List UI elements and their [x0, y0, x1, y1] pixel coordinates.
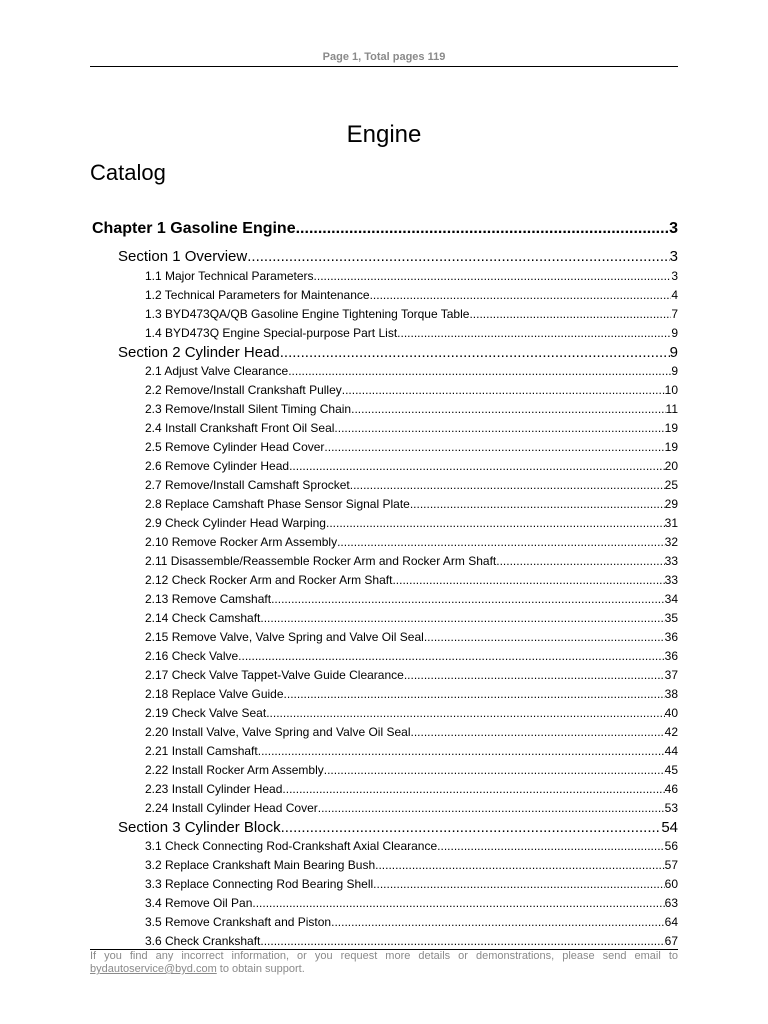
toc-leader-dots [252, 895, 664, 911]
toc-entry-item[interactable] [145, 306, 678, 322]
toc-entry-item[interactable] [145, 325, 678, 341]
toc-entry-page: 35 [664, 611, 678, 625]
toc-entry-page: 46 [664, 782, 678, 796]
toc-entry-page: 3 [669, 220, 678, 237]
toc-entry-label: 2.1 Adjust Valve Clearance [145, 364, 289, 378]
toc-entry-page: 3 [671, 269, 678, 283]
toc-entry-page: 10 [664, 383, 678, 397]
toc-entry-item[interactable] [145, 496, 678, 512]
toc-entry-page: 42 [664, 725, 678, 739]
toc-leader-dots [247, 248, 669, 266]
toc-entry-page: 40 [664, 706, 678, 720]
toc-entry-label: 2.17 Check Valve Tappet-Valve Guide Clearance [145, 668, 404, 682]
toc-entry-label: 3.3 Replace Connecting Rod Bearing Shell [145, 877, 374, 891]
toc-entry-label: 3.5 Remove Crankshaft and Piston [145, 915, 332, 929]
toc-entry-page: 32 [664, 535, 678, 549]
toc-leader-dots [266, 705, 664, 721]
toc-entry-label: 1.2 Technical Parameters for Maintenance [145, 288, 370, 302]
toc-entry-label: 2.7 Remove/Install Camshaft Sprocket [145, 478, 350, 492]
support-email-link[interactable]: bydautoservice@byd.com [90, 963, 217, 975]
toc-entry-label: 2.9 Check Cylinder Head Warping [145, 516, 326, 530]
toc-entry-item[interactable] [145, 458, 678, 474]
toc-leader-dots [351, 401, 665, 417]
footer-text-end: to obtain support. [216, 963, 305, 975]
toc-entry-page: 31 [664, 516, 678, 530]
toc-entry-label: 2.21 Install Camshaft [145, 744, 258, 758]
toc-entry-item[interactable] [145, 553, 678, 569]
toc-entry-page: 56 [664, 839, 678, 853]
toc-entry-label: 2.19 Check Valve Seat [145, 706, 267, 720]
footer-note [90, 950, 678, 976]
toc-entry-page: 36 [664, 630, 678, 644]
toc-entry-label: Chapter 1 Gasoline Engine [92, 220, 296, 237]
toc-entry-item[interactable] [145, 572, 678, 588]
toc-leader-dots [342, 382, 665, 398]
toc-entry-label: 2.12 Check Rocker Arm and Rocker Arm Shaft [145, 573, 393, 587]
toc-entry-page: 9 [669, 344, 678, 361]
toc-leader-dots [331, 914, 665, 930]
toc-entry-item[interactable] [145, 363, 678, 379]
toc-entry-item[interactable] [145, 895, 678, 911]
toc-entry-page: 34 [664, 592, 678, 606]
toc-entry-page: 33 [664, 573, 678, 587]
toc-leader-dots [397, 325, 671, 341]
toc-entry-section[interactable] [118, 344, 678, 362]
toc-leader-dots [334, 420, 664, 436]
toc-leader-dots [469, 306, 671, 322]
toc-leader-dots [324, 762, 665, 778]
toc-entry-label: 2.2 Remove/Install Crankshaft Pulley [145, 383, 342, 397]
toc-entry-item[interactable] [145, 287, 678, 303]
toc-leader-dots [260, 933, 664, 949]
toc-entry-label: 2.14 Check Camshaft [145, 611, 261, 625]
toc-entry-item[interactable] [145, 268, 678, 284]
toc-entry-page: 38 [664, 687, 678, 701]
toc-entry-page: 33 [664, 554, 678, 568]
toc-entry-page: 7 [671, 307, 678, 321]
toc-leader-dots [260, 610, 664, 626]
toc-entry-item[interactable] [145, 686, 678, 702]
toc-entry-label: 1.4 BYD473Q Engine Special-purpose Part List [145, 326, 398, 340]
toc-leader-dots [337, 534, 665, 550]
toc-entry-label: 2.13 Remove Camshaft [145, 592, 272, 606]
toc-leader-dots [324, 439, 664, 455]
toc-entry-page: 19 [664, 421, 678, 435]
toc-entry-label: 2.3 Remove/Install Silent Timing Chain [145, 402, 352, 416]
toc-entry-page: 11 [665, 402, 678, 416]
toc-leader-dots [284, 686, 665, 702]
toc-entry-page: 60 [664, 877, 678, 891]
toc-leader-dots [410, 496, 665, 512]
toc-entry-label: 2.5 Remove Cylinder Head Cover [145, 440, 325, 454]
toc-entry-label: 2.23 Install Cylinder Head [145, 782, 283, 796]
document-title: Engine [346, 121, 422, 148]
toc-entry-item[interactable] [145, 401, 678, 417]
toc-entry-page: 57 [664, 858, 678, 872]
toc-entry-item[interactable] [145, 743, 678, 759]
toc-leader-dots [404, 667, 665, 683]
toc-entry-label: Section 2 Cylinder Head [118, 344, 280, 361]
toc-entry-label: 3.6 Check Crankshaft [145, 934, 261, 948]
toc-entry-item[interactable] [145, 914, 678, 930]
toc-entry-item[interactable] [145, 762, 678, 778]
toc-leader-dots [296, 219, 669, 239]
toc-entry-label: 2.20 Install Valve, Valve Spring and Valve Oil Seal [145, 725, 411, 739]
toc-entry-section[interactable] [118, 819, 678, 837]
toc-leader-dots [271, 591, 665, 607]
toc-entry-item[interactable] [145, 838, 678, 854]
toc-entry-page: 9 [671, 364, 678, 378]
toc-entry-page: 67 [664, 934, 678, 948]
toc-entry-page: 4 [671, 288, 678, 302]
toc-entry-label: 2.22 Install Rocker Arm Assembly [145, 763, 324, 777]
toc-entry-item[interactable] [145, 610, 678, 626]
toc-entry-item[interactable] [145, 933, 678, 949]
toc-entry-item[interactable] [145, 876, 678, 892]
toc-entry-label: 2.18 Replace Valve Guide [145, 687, 284, 701]
toc-entry-page: 37 [664, 668, 678, 682]
toc-entry-label: 1.3 BYD473QA/QB Gasoline Engine Tightening Torque Table [145, 307, 470, 321]
toc-entry-page: 53 [664, 801, 678, 815]
toc-entry-label: Section 3 Cylinder Block [118, 819, 281, 836]
toc-entry-section[interactable] [118, 248, 678, 266]
toc-leader-dots [496, 553, 664, 569]
toc-leader-dots [350, 477, 665, 493]
toc-entry-item[interactable] [145, 781, 678, 797]
toc-entry-item[interactable] [145, 857, 678, 873]
toc-leader-dots [375, 857, 665, 873]
toc-entry-page: 20 [664, 459, 678, 473]
toc-entry-label: 2.10 Remove Rocker Arm Assembly [145, 535, 338, 549]
toc-entry-item[interactable] [145, 477, 678, 493]
toc-leader-dots [318, 800, 665, 816]
toc-entry-item[interactable] [145, 667, 678, 683]
toc-entry-item[interactable] [145, 382, 678, 398]
toc-entry-label: 3.4 Remove Oil Pan [145, 896, 253, 910]
toc-entry-item[interactable] [145, 420, 678, 436]
toc-leader-dots [281, 819, 662, 837]
toc-entry-page: 44 [664, 744, 678, 758]
footer-text: If you find any incorrect information, or you request more details or demonstrations, please send email to [90, 950, 678, 962]
toc-leader-dots [410, 724, 664, 740]
toc-entry-item[interactable] [145, 629, 678, 645]
toc-leader-dots [238, 648, 664, 664]
toc-entry-item[interactable] [145, 515, 678, 531]
toc-entry-page: 3 [669, 248, 678, 265]
toc-entry-label: 1.1 Major Technical Parameters [145, 269, 314, 283]
toc-leader-dots [424, 629, 665, 645]
toc-entry-label: 2.6 Remove Cylinder Head [145, 459, 290, 473]
toc-leader-dots [258, 743, 665, 759]
toc-entry-item[interactable] [145, 534, 678, 550]
toc-entry-page: 64 [664, 915, 678, 929]
toc-entry-page: 63 [664, 896, 678, 910]
toc-leader-dots [437, 838, 664, 854]
toc-entry-item[interactable] [145, 439, 678, 455]
toc-entry-page: 54 [661, 819, 678, 836]
toc-entry-page: 45 [664, 763, 678, 777]
toc-entry-label: 2.24 Install Cylinder Head Cover [145, 801, 318, 815]
toc-entry-label: 2.8 Replace Camshaft Phase Sensor Signal Plate [145, 497, 410, 511]
toc-entry-label: 3.2 Replace Crankshaft Main Bearing Bush [145, 858, 376, 872]
toc-entry-page: 25 [664, 478, 678, 492]
toc-entry-chapter[interactable] [92, 219, 678, 239]
toc-entry-page: 9 [671, 326, 678, 340]
toc-leader-dots [370, 287, 672, 303]
header-divider [90, 66, 678, 67]
toc-entry-label: 2.11 Disassemble/Reassemble Rocker Arm and Rocker Arm Shaft [145, 554, 497, 568]
page-header: Page 1, Total pages 119 [322, 51, 446, 63]
toc-leader-dots [314, 268, 672, 284]
toc-entry-item[interactable] [145, 705, 678, 721]
toc-leader-dots [373, 876, 664, 892]
toc-entry-page: 19 [664, 440, 678, 454]
toc-entry-item[interactable] [145, 724, 678, 740]
toc-entry-page: 29 [664, 497, 678, 511]
toc-leader-dots [326, 515, 665, 531]
toc-leader-dots [289, 458, 665, 474]
catalog-heading: Catalog [90, 160, 166, 185]
toc-leader-dots [280, 344, 670, 362]
toc-entry-label: 3.1 Check Connecting Rod-Crankshaft Axial Clearance [145, 839, 438, 853]
toc-entry-item[interactable] [145, 648, 678, 664]
toc-entry-label: 2.4 Install Crankshaft Front Oil Seal [145, 421, 335, 435]
toc-entry-page: 36 [664, 649, 678, 663]
toc-entry-label: Section 1 Overview [118, 248, 248, 265]
toc-leader-dots [282, 781, 664, 797]
toc-leader-dots [392, 572, 664, 588]
toc-entry-label: 2.16 Check Valve [145, 649, 239, 663]
toc-leader-dots [288, 363, 671, 379]
toc-entry-label: 2.15 Remove Valve, Valve Spring and Valve Oil Seal [145, 630, 424, 644]
toc-entry-item[interactable] [145, 800, 678, 816]
toc-entry-item[interactable] [145, 591, 678, 607]
